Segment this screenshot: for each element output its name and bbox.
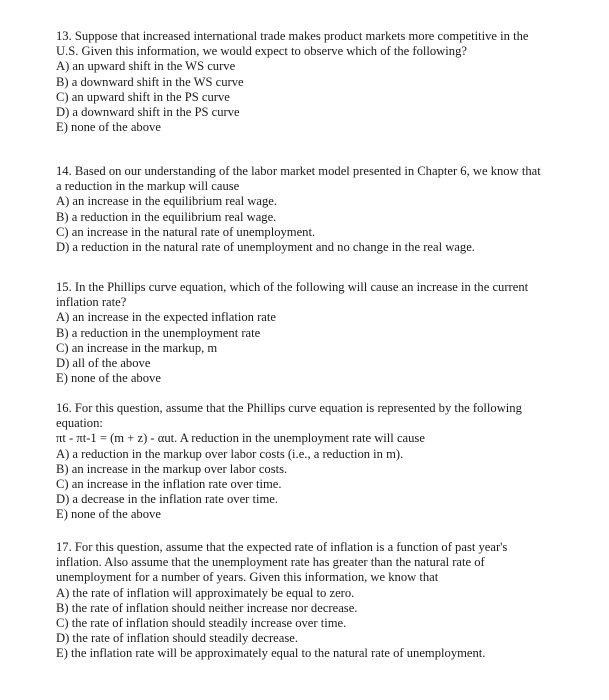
answer-option-d: D) all of the above bbox=[56, 356, 151, 371]
answer-option-a: A) an upward shift in the WS curve bbox=[56, 59, 236, 74]
question-stem bbox=[56, 29, 556, 59]
answer-option-a: A) a reduction in the markup over labor costs (i.e., a reduction in m). bbox=[56, 446, 404, 461]
answer-option-c: C) an upward shift in the PS curve bbox=[56, 89, 230, 104]
stem-line: 17. For this question, assume that the expected rate of inflation is a function of past year's bbox=[56, 540, 508, 554]
answer-option-d: D) the rate of inflation should steadily decrease. bbox=[56, 631, 298, 646]
stem-line: inflation. Also assume that the unemployment rate has greater than the natural rate of bbox=[56, 555, 485, 570]
answer-option-c: C) an increase in the natural rate of unemployment. bbox=[56, 224, 316, 239]
question-14 bbox=[56, 164, 556, 255]
answer-option-b: B) an increase in the markup over labor costs. bbox=[56, 461, 288, 476]
answer-option-e: E) the inflation rate will be approximately equal to the natural rate of unemployment. bbox=[56, 646, 486, 661]
answer-option-b: B) the rate of inflation should neither increase nor decrease. bbox=[56, 600, 358, 615]
question-16 bbox=[56, 401, 556, 523]
question-stem bbox=[56, 401, 556, 447]
answer-option-a: A) an increase in the equilibrium real wage. bbox=[56, 194, 277, 209]
answer-option-a: A) the rate of inflation will approximately be equal to zero. bbox=[56, 585, 355, 600]
answer-option-b: B) a reduction in the unemployment rate bbox=[56, 325, 261, 340]
question-17 bbox=[56, 540, 556, 662]
stem-line: unemployment for a number of years. Given this information, we know that bbox=[56, 570, 439, 585]
answer-option-c: C) an increase in the markup, m bbox=[56, 340, 218, 355]
stem-line: equation: bbox=[56, 416, 103, 431]
answer-option-d: D) a reduction in the natural rate of unemployment and no change in the real wage. bbox=[56, 240, 475, 255]
answer-option-e: E) none of the above bbox=[56, 371, 161, 386]
question-stem bbox=[56, 280, 556, 310]
answer-option-e: E) none of the above bbox=[56, 507, 161, 522]
question-stem bbox=[56, 540, 556, 586]
stem-line: 15. In the Phillips curve equation, which of the following will cause an increase in the current bbox=[56, 280, 529, 294]
answer-option-b: B) a reduction in the equilibrium real wage. bbox=[56, 209, 277, 224]
equation-line: πt - πt-1 = (m + z) - αut. A reduction in the unemployment rate will cause bbox=[56, 431, 425, 446]
answer-option-e: E) none of the above bbox=[56, 120, 161, 135]
stem-line: inflation rate? bbox=[56, 295, 127, 310]
question-13 bbox=[56, 29, 556, 135]
stem-line: 16. For this question, assume that the Phillips curve equation is represented by the following bbox=[56, 401, 522, 415]
question-15 bbox=[56, 280, 556, 386]
answer-option-c: C) the rate of inflation should steadily increase over time. bbox=[56, 616, 347, 631]
stem-line: 13. Suppose that increased international trade makes product markets more competitive in the bbox=[56, 29, 529, 43]
stem-line: 14. Based on our understanding of the labor market model presented in Chapter 6, we know that bbox=[56, 164, 541, 178]
answer-option-b: B) a downward shift in the WS curve bbox=[56, 74, 244, 89]
question-stem bbox=[56, 164, 556, 194]
stem-line: a reduction in the markup will cause bbox=[56, 179, 240, 194]
stem-line: U.S. Given this information, we would expect to observe which of the following? bbox=[56, 44, 467, 59]
answer-option-c: C) an increase in the inflation rate over time. bbox=[56, 477, 282, 492]
answer-option-a: A) an increase in the expected inflation rate bbox=[56, 310, 276, 325]
answer-option-d: D) a downward shift in the PS curve bbox=[56, 105, 240, 120]
answer-option-d: D) a decrease in the inflation rate over time. bbox=[56, 492, 279, 507]
